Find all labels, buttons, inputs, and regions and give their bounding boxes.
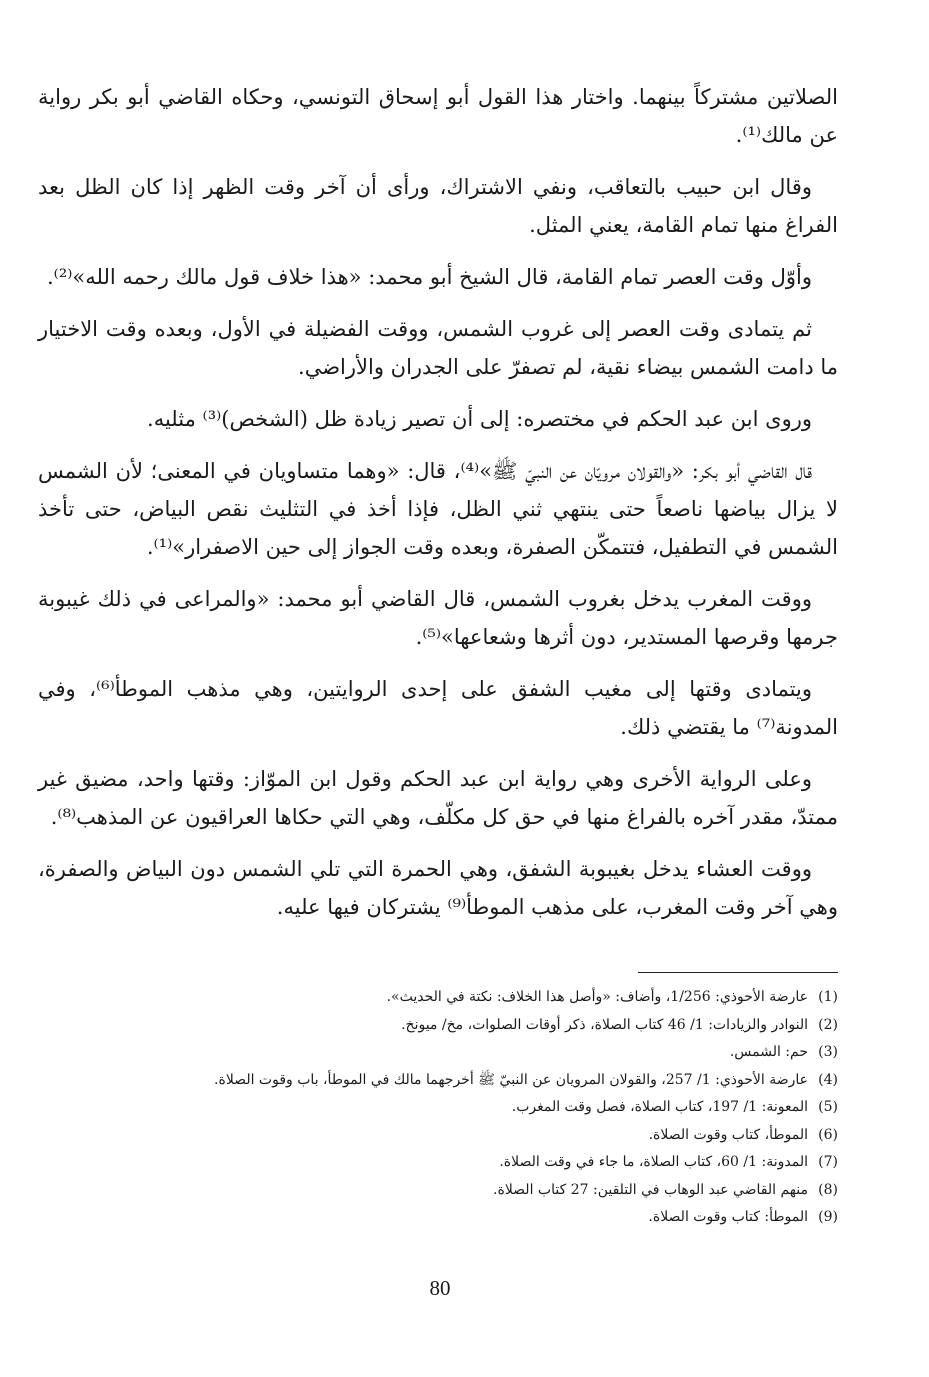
footnote-text: المعونة: 1/ 197، كتاب الصلاة، فصل وقت المغرب. bbox=[511, 1099, 808, 1115]
footnote-item bbox=[38, 1177, 838, 1205]
footnote-item bbox=[38, 1204, 838, 1232]
footnote-number: (5) bbox=[818, 1099, 838, 1115]
paragraph-5: وروى ابن عبد الحكم في مختصره: إلى أن تصير زيادة ظل (الشخص)⁽³⁾ مثليه. bbox=[147, 407, 812, 431]
footnote-separator bbox=[638, 972, 838, 973]
footnote-number: (4) bbox=[818, 1071, 838, 1088]
page-number: 80 bbox=[429, 1276, 451, 1300]
footnote-text: حم: الشمس. bbox=[729, 1044, 808, 1060]
footnote-number: (2) bbox=[818, 1016, 838, 1033]
footnote-text: الموطأ: كتاب وقوت الصلاة. bbox=[648, 1209, 808, 1225]
footnote-item bbox=[38, 1012, 838, 1040]
paragraph-1: الصلاتين مشتركاً بينهما. واختار هذا القول أبو إسحاق التونسي، وحكاه القاضي أبو بكر رواية عن مالك⁽¹⁾. bbox=[38, 85, 838, 147]
footnote-text: الموطأ، كتاب وقوت الصلاة. bbox=[648, 1126, 808, 1143]
paragraph-8: ويتمادى وقتها إلى مغيب الشفق على إحدى الروايتين، وهي مذهب الموطأ⁽⁶⁾، وفي المدونة⁽⁷⁾ ما يقتضي ذلك. bbox=[38, 677, 838, 739]
page-body bbox=[38, 78, 838, 940]
footnote-number: (6) bbox=[818, 1126, 838, 1143]
footnote-item bbox=[38, 1094, 838, 1122]
paragraph-4: ثم يتمادى وقت العصر إلى غروب الشمس، ووقت الفضيلة في الأول، وبعده وقت الاختيار ما دامت الشمس بيضاء نقية، لم تصفرّ على الجدران والأراضي. bbox=[38, 317, 838, 379]
footnote-item bbox=[38, 1122, 838, 1150]
footnote-item bbox=[38, 1149, 838, 1177]
footnote-text: المدونة: 1/ 60، كتاب الصلاة، ما جاء في وقت الصلاة. bbox=[499, 1154, 808, 1170]
footnotes bbox=[38, 984, 838, 1232]
footnote-text: عارضة الأحوذي: 1/ 257، والقولان المرويان عن النبيّ ﷺ أخرجهما مالك في الموطأ، باب وقوت الصلاة. bbox=[214, 1071, 808, 1088]
paragraph-3: وأوّل وقت العصر تمام القامة، قال الشيخ أبو محمد: «هذا خلاف قول مالك رحمه الله»⁽²⁾. bbox=[46, 265, 812, 289]
footnote-text: عارضة الأحوذي: 1/256، وأضاف: «وأصل هذا الخلاف: نكتة في الحديث». bbox=[386, 989, 808, 1005]
footnote-text: النوادر والزيادات: 1/ 46 كتاب الصلاة، ذكر أوقات الصلوات، مخ/ ميونخ. bbox=[401, 1016, 808, 1033]
paragraph-2: وقال ابن حبيب بالتعاقب، ونفي الاشتراك، ورأى أن آخر وقت الظهر إذا كان الظل بعد الفراغ منها تمام القامة، يعني المثل. bbox=[38, 175, 838, 237]
paragraph-6: قال القاضي أبو بكر: «والقولان مرويّان عن النبيّ ﷺ»⁽⁴⁾، قال: «وهما متساويان في المعنى؛ لأن الشمس لا يزال بياضها ناصعاً حتى ينتهي ثني الظل، فإذا أخذ في التثليث نقص البياض، حتى تأخذ الشمس في التطفيل، فتتمكّن الصفرة، وبعده وقت الجواز إلى حين الاصفرار»⁽¹⁾. bbox=[38, 459, 838, 559]
paragraph-7: ووقت المغرب يدخل بغروب الشمس، قال القاضي أبو محمد: «والمراعى في ذلك غيبوبة جرمها وقرصها المستدير، دون أثرها وشعاعها»⁽⁵⁾. bbox=[38, 587, 838, 649]
footnote-number: (7) bbox=[818, 1154, 838, 1170]
footnote-number: (1) bbox=[818, 989, 838, 1005]
footnote-number: (9) bbox=[818, 1209, 838, 1225]
footnote-item bbox=[38, 1067, 838, 1095]
footnote-number: (3) bbox=[818, 1044, 838, 1060]
footnote-number: (8) bbox=[818, 1181, 838, 1198]
footnote-item bbox=[38, 1039, 838, 1067]
paragraph-10: ووقت العشاء يدخل بغيبوبة الشفق، وهي الحمرة التي تلي الشمس دون البياض والصفرة، وهي آخر وقت المغرب، على مذهب الموطأ⁽⁹⁾ يشتركان فيها عليه. bbox=[38, 857, 838, 919]
paragraph-9: وعلى الرواية الأخرى وهي رواية ابن عبد الحكم وقول ابن الموّاز: وقتها واحد، مضيق غير ممتدّ، مقدر آخره بالفراغ منها في حق كل مكلّف، وهي التي حكاها العراقيون عن المذهب⁽⁸⁾. bbox=[38, 767, 838, 829]
footnote-item bbox=[38, 984, 838, 1012]
footnote-text: منهم القاضي عبد الوهاب في التلقين: 27 كتاب الصلاة. bbox=[493, 1181, 808, 1198]
